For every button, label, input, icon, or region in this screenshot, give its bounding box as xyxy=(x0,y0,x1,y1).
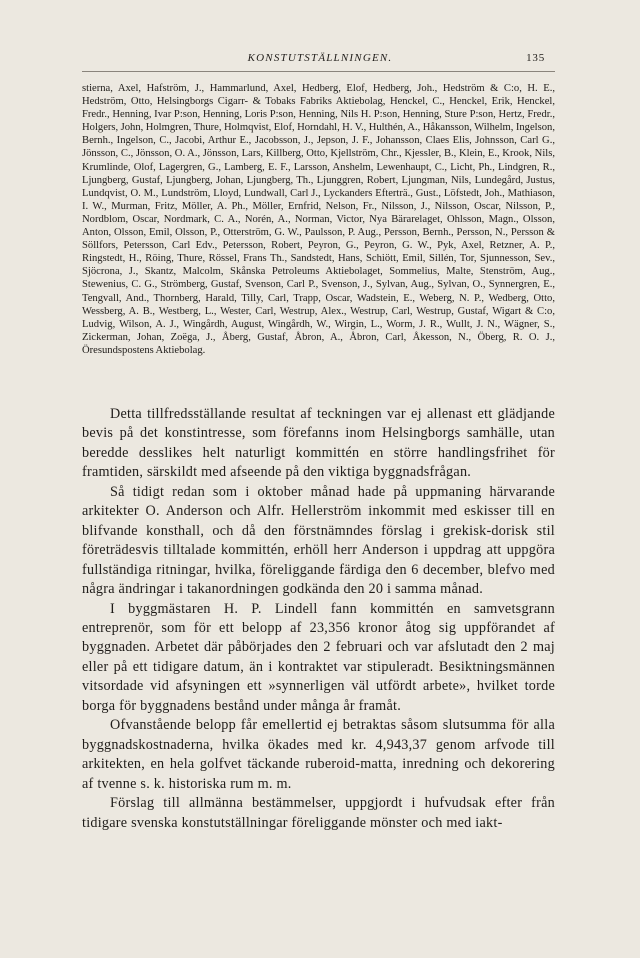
running-title: KONSTUTSTÄLLNINGEN. xyxy=(247,52,393,64)
paragraph: Ofvanstående belopp får emellertid ej betraktas såsom slutsumma för alla byggnadskostnaderna, hvilka ökades med kr. 4,943,37 genom arfvode till arkitekten, en hela golfvet täckande ruberoid-matta, inredning och dekorering af tvenne s. k. historiska rum m. m. xyxy=(82,717,555,792)
header-rule xyxy=(82,71,555,72)
paragraph: Detta tillfredsställande resultat af teckningen var ej allenast ett glädjande bevis på det konstintresse, som förefanns inom Helsingborgs samhälle, utan beredde desslikes helt naturligt kommittén en större handlingsfrihet för framtiden, särskildt med afseende på den viktiga byggnadsfrågan. xyxy=(82,406,555,481)
page-number: 135 xyxy=(526,52,545,64)
paragraph: I byggmästaren H. P. Lindell fann kommittén en samvetsgrann entreprenör, som för ett belopp af 23,356 kronor åtog sig uppförandet af byggnaden. Arbetet där påbörjades den 2 februari och var afslutadt den 2 maj eller på ett tidigare datum, än i kontraktet var stipuleradt. Besiktningsmännen vitsordade vid afsyningen ett »synnerligen väl utfördt arbete», hvilket torde borga för byggnadens bestånd under många år framåt. xyxy=(82,600,555,714)
donor-list: stierna, Axel, Hafström, J., Hammarlund, Axel, Hedberg, Elof, Hedberg, Joh., Hedström & C:o, H. E., Hedström, Otto, Helsingborgs Cigarr- & Tobaks Fabriks Aktiebolag, Henckel, C., Henckel, Erik, Henckel, Fredr., Henning, Ivar P:son, Henning, Loris P:son, Henning, Nils H. P:son, Henning, Sture P:son, Hertz, Fredr., Holgers, John, Holmgren, Thure, Holmqvist, Elof, Horndahl, H. V., Hulthén, A., Håkansson, Wilhelm, Ingelson, Bernh., Ingelson, C., Jacobi, Arthur E., Jacobsson, J., Jepson, J. F., Johansson, Claes Elis, Johnsson, Carl G., Jönsson, C., Jönsson, O. A., Jönsson, Lars, Killberg, Otto, Kjellström, Chr., Kjessler, B., Klein, E., Krook, Nils, Krumlinde, Olof, Lagergren, G., Lamberg, E. F., Larsson, Anshelm, Lewenhaupt, C., Licht, Ph., Lindgren, R., Ljungberg, Gustaf, Ljungberg, Johan, Ljungberg, Th., Ljunggren, Robert, Ljungman, Nils, Lundegård, Justus, Lundqvist, O. M., Lundström, Lloyd, Lundwall, Carl J., Lyckanders Efterträ., Gust., Löfstedt, Joh., Mathiason, I. W., Murman, Fritz, Möller, A. Ph., Möller, Ernfrid, Nelson, Fr., Nilsson, J., Nilsson, Oscar, Nilsson, P., Nordblom, Oscar, Nordmark, C. A., Norén, A., Norman, Victor, Nya Bärarelaget, Ohlsson, Magn., Olsson, Anton, Olsson, Emil, Olsson, P., Otterström, G. W., Paulsson, P. Aug., Persson, Bernh., Persson, N., Persson & Söllfors, Petersson, Carl Edv., Petersson, Robert, Peyron, G., Peyron, G. W., Pyk, Axel, Retzner, A. P., Ringstedt, H., Röing, Thure, Rössel, Frans Th., Sandstedt, Hans, Schiött, Emil, Sillén, Tor, Sjunnesson, Sev., Sjöcrona, J., Skantz, Malcolm, Skånska Petroleums Aktiebolaget, Sommelius, Malte, Stenström, Aug., Stewenius, C. G., Strömberg, Gustaf, Svenson, Carl P., Svenson, J., Sylvan, Aug., Sylvan, O., Synnergren, E., Tengvall, And., Thornberg, Harald, Tilly, Carl, Trapp, Oscar, Wadstein, E., Weberg, N. P., Wedberg, Otto, Wessberg, A. B., Westberg, L., Wester, Carl, Westrup, Alex., Westrup, Carl, Westrup, Gustaf, Wigart & C:o, Ludvig, Wilson, A. J., Wingårdh, August, Wingårdh, W., Wirgin, L., Worm, J. R., Wullt, J. N., Wägner, S., Zickerman, Johan, Zoëga, J., Åberg, Gustaf, Åbron, A., Åbron, Carl, Åkesson, N., Öberg, R. O. J., Öresundspostens Aktiebolag. xyxy=(82,83,555,356)
paragraph: Förslag till allmänna bestämmelser, uppgjordt i hufvudsak efter från tidigare svenska konstutställningar föreliggande mönster och med iakt- xyxy=(82,795,555,831)
body-text xyxy=(82,405,555,833)
running-head xyxy=(0,52,640,68)
paragraph: Så tidigt redan som i oktober månad hade på uppmaning härvarande arkitekter O. Anderson och Alfr. Hellerström inkommit med eskisser till en blifvande konsthall, och då den förstnämndes förslag i grekisk-dorisk stil företrädesvis tilltalade kommittén, erhöll herr Anderson i uppdrag att uppgöra fullständiga ritningar, hvilka, föreliggande färdiga den 6 december, blefvo med några ändringar i takanordningen godkända den 20 i samma månad. xyxy=(82,483,555,598)
